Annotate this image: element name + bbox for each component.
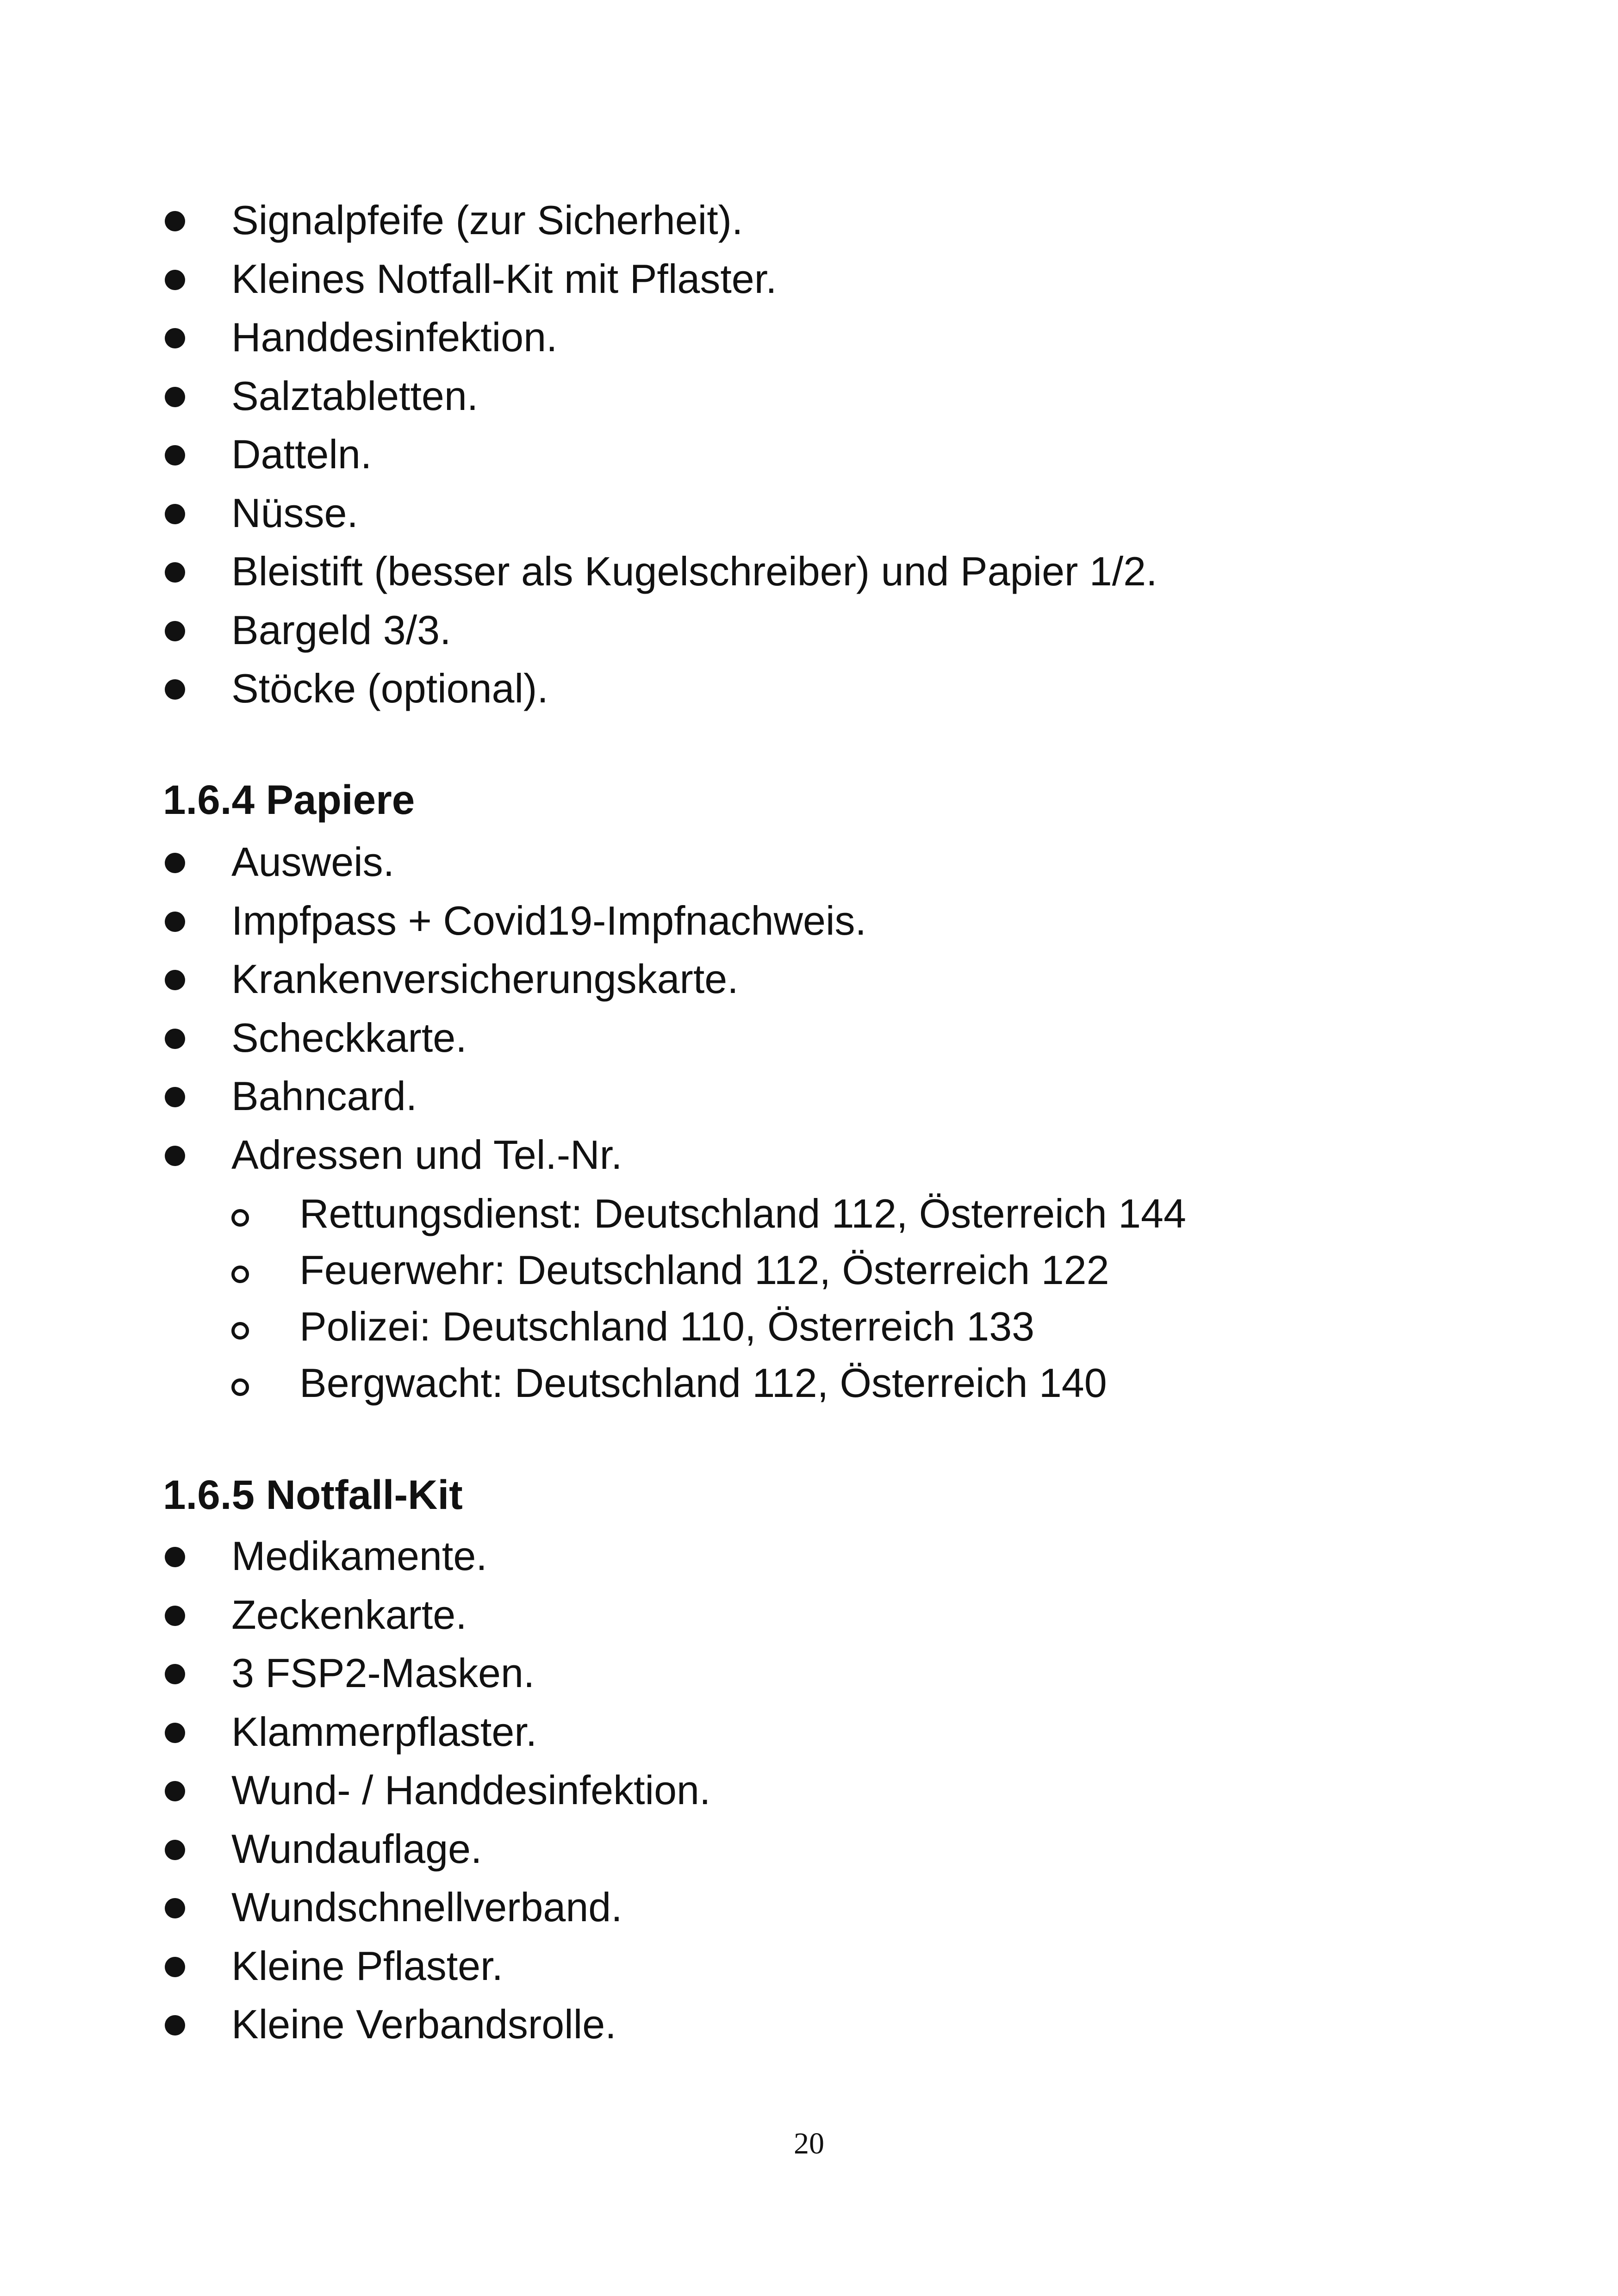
list-item-text: Scheckkarte. [231,1014,467,1061]
list-item-text: Nüsse. [231,490,358,536]
list-item [0,1820,1618,1879]
emergency-numbers-sublist [0,1185,1618,1411]
hollow-circle-bullet-icon [231,1266,249,1283]
list-item-text: Wundauflage. [231,1825,482,1872]
list-item [0,191,1618,250]
list-item [0,950,1618,1009]
list-item [0,1126,1618,1185]
sublist-item-text: Rettungsdienst: Deutschland 112, Österreich 144 [299,1191,1186,1236]
hollow-circle-bullet-icon [231,1322,249,1340]
bullet-icon [165,562,185,583]
list-item [0,308,1618,367]
papiere-list [0,833,1618,1184]
sublist-item [0,1298,1618,1355]
bullet-icon [165,621,185,641]
hollow-circle-bullet-icon [231,1378,249,1396]
list-item [0,1527,1618,1586]
list-item-text: Adressen und Tel.-Nr. [231,1131,622,1178]
list-item-text: Klammerpflaster. [231,1708,537,1755]
bullet-icon [165,445,185,465]
sublist-item-text: Feuerwehr: Deutschland 112, Österreich 122 [299,1247,1109,1293]
list-item-text: Medikamente. [231,1533,487,1579]
list-item [0,1703,1618,1762]
list-item-text: Bargeld 3/3. [231,607,451,653]
list-item [0,250,1618,309]
bullet-icon [165,1840,185,1860]
bullet-icon [165,1547,185,1567]
bullet-icon [165,1723,185,1743]
section-heading-papiere: 1.6.4 Papiere [163,776,415,823]
bullet-icon [165,679,185,700]
sublist-item-text: Bergwacht: Deutschland 112, Österreich 140 [299,1360,1107,1406]
list-item-text: Zeckenkarte. [231,1591,467,1638]
list-item-text: Kleine Pflaster. [231,1942,503,1989]
list-item-text: Bahncard. [231,1073,417,1119]
bullet-icon [165,1898,185,1918]
sublist-item [0,1242,1618,1298]
bullet-icon [165,1606,185,1626]
bullet-icon [165,328,185,348]
sublist-item [0,1185,1618,1242]
bullet-icon [165,1664,185,1684]
sublist-item [0,1355,1618,1411]
list-item-text: Signalpfeife (zur Sicherheit). [231,197,743,243]
list-item [0,1878,1618,1937]
list-item [0,1586,1618,1644]
list-item-text: Wundschnellverband. [231,1884,622,1930]
list-item [0,659,1618,718]
list-item-text: Ausweis. [231,839,395,885]
bullet-icon [165,211,185,231]
list-item-text: Handdesinfektion. [231,314,558,360]
list-item [0,1644,1618,1703]
hollow-circle-bullet-icon [231,1209,249,1227]
packing-list [0,191,1618,718]
bullet-icon [165,270,185,290]
list-item-text: Wund- / Handdesinfektion. [231,1767,711,1813]
bullet-icon [165,853,185,873]
list-item-text: Salztabletten. [231,372,479,419]
list-item [0,542,1618,601]
list-item [0,833,1618,892]
bullet-icon [165,1029,185,1049]
list-item [0,1937,1618,1996]
list-item-text: Kleine Verbandsrolle. [231,2001,616,2047]
list-item [0,1067,1618,1126]
bullet-icon [165,1957,185,1977]
list-item-text: Kleines Notfall-Kit mit Pflaster. [231,255,777,302]
list-item [0,425,1618,484]
list-item-text: Impfpass + Covid19-Impfnachweis. [231,897,866,943]
bullet-icon [165,1781,185,1801]
bullet-icon [165,2015,185,2035]
list-item-text: Stöcke (optional). [231,665,548,711]
list-item [0,367,1618,426]
list-item [0,892,1618,950]
list-item-text: 3 FSP2-Masken. [231,1650,535,1696]
section-heading-notfall-kit: 1.6.5 Notfall-Kit [163,1471,463,1518]
bullet-icon [165,1087,185,1107]
bullet-icon [165,912,185,932]
list-item-text: Bleistift (besser als Kugelschreiber) und Papier 1/2. [231,548,1157,594]
page-number: 20 [794,2127,824,2160]
sublist-item-text: Polizei: Deutschland 110, Österreich 133 [299,1303,1035,1349]
bullet-icon [165,1146,185,1166]
list-item [0,484,1618,543]
bullet-icon [165,387,185,407]
list-item-text: Datteln. [231,431,372,477]
list-item [0,1009,1618,1067]
list-item [0,601,1618,660]
list-item [0,1761,1618,1820]
list-item-text: Krankenversicherungskarte. [231,956,739,1002]
bullet-icon [165,970,185,990]
bullet-icon [165,504,185,524]
list-item [0,1995,1618,2054]
notfall-kit-list [0,1527,1618,2054]
